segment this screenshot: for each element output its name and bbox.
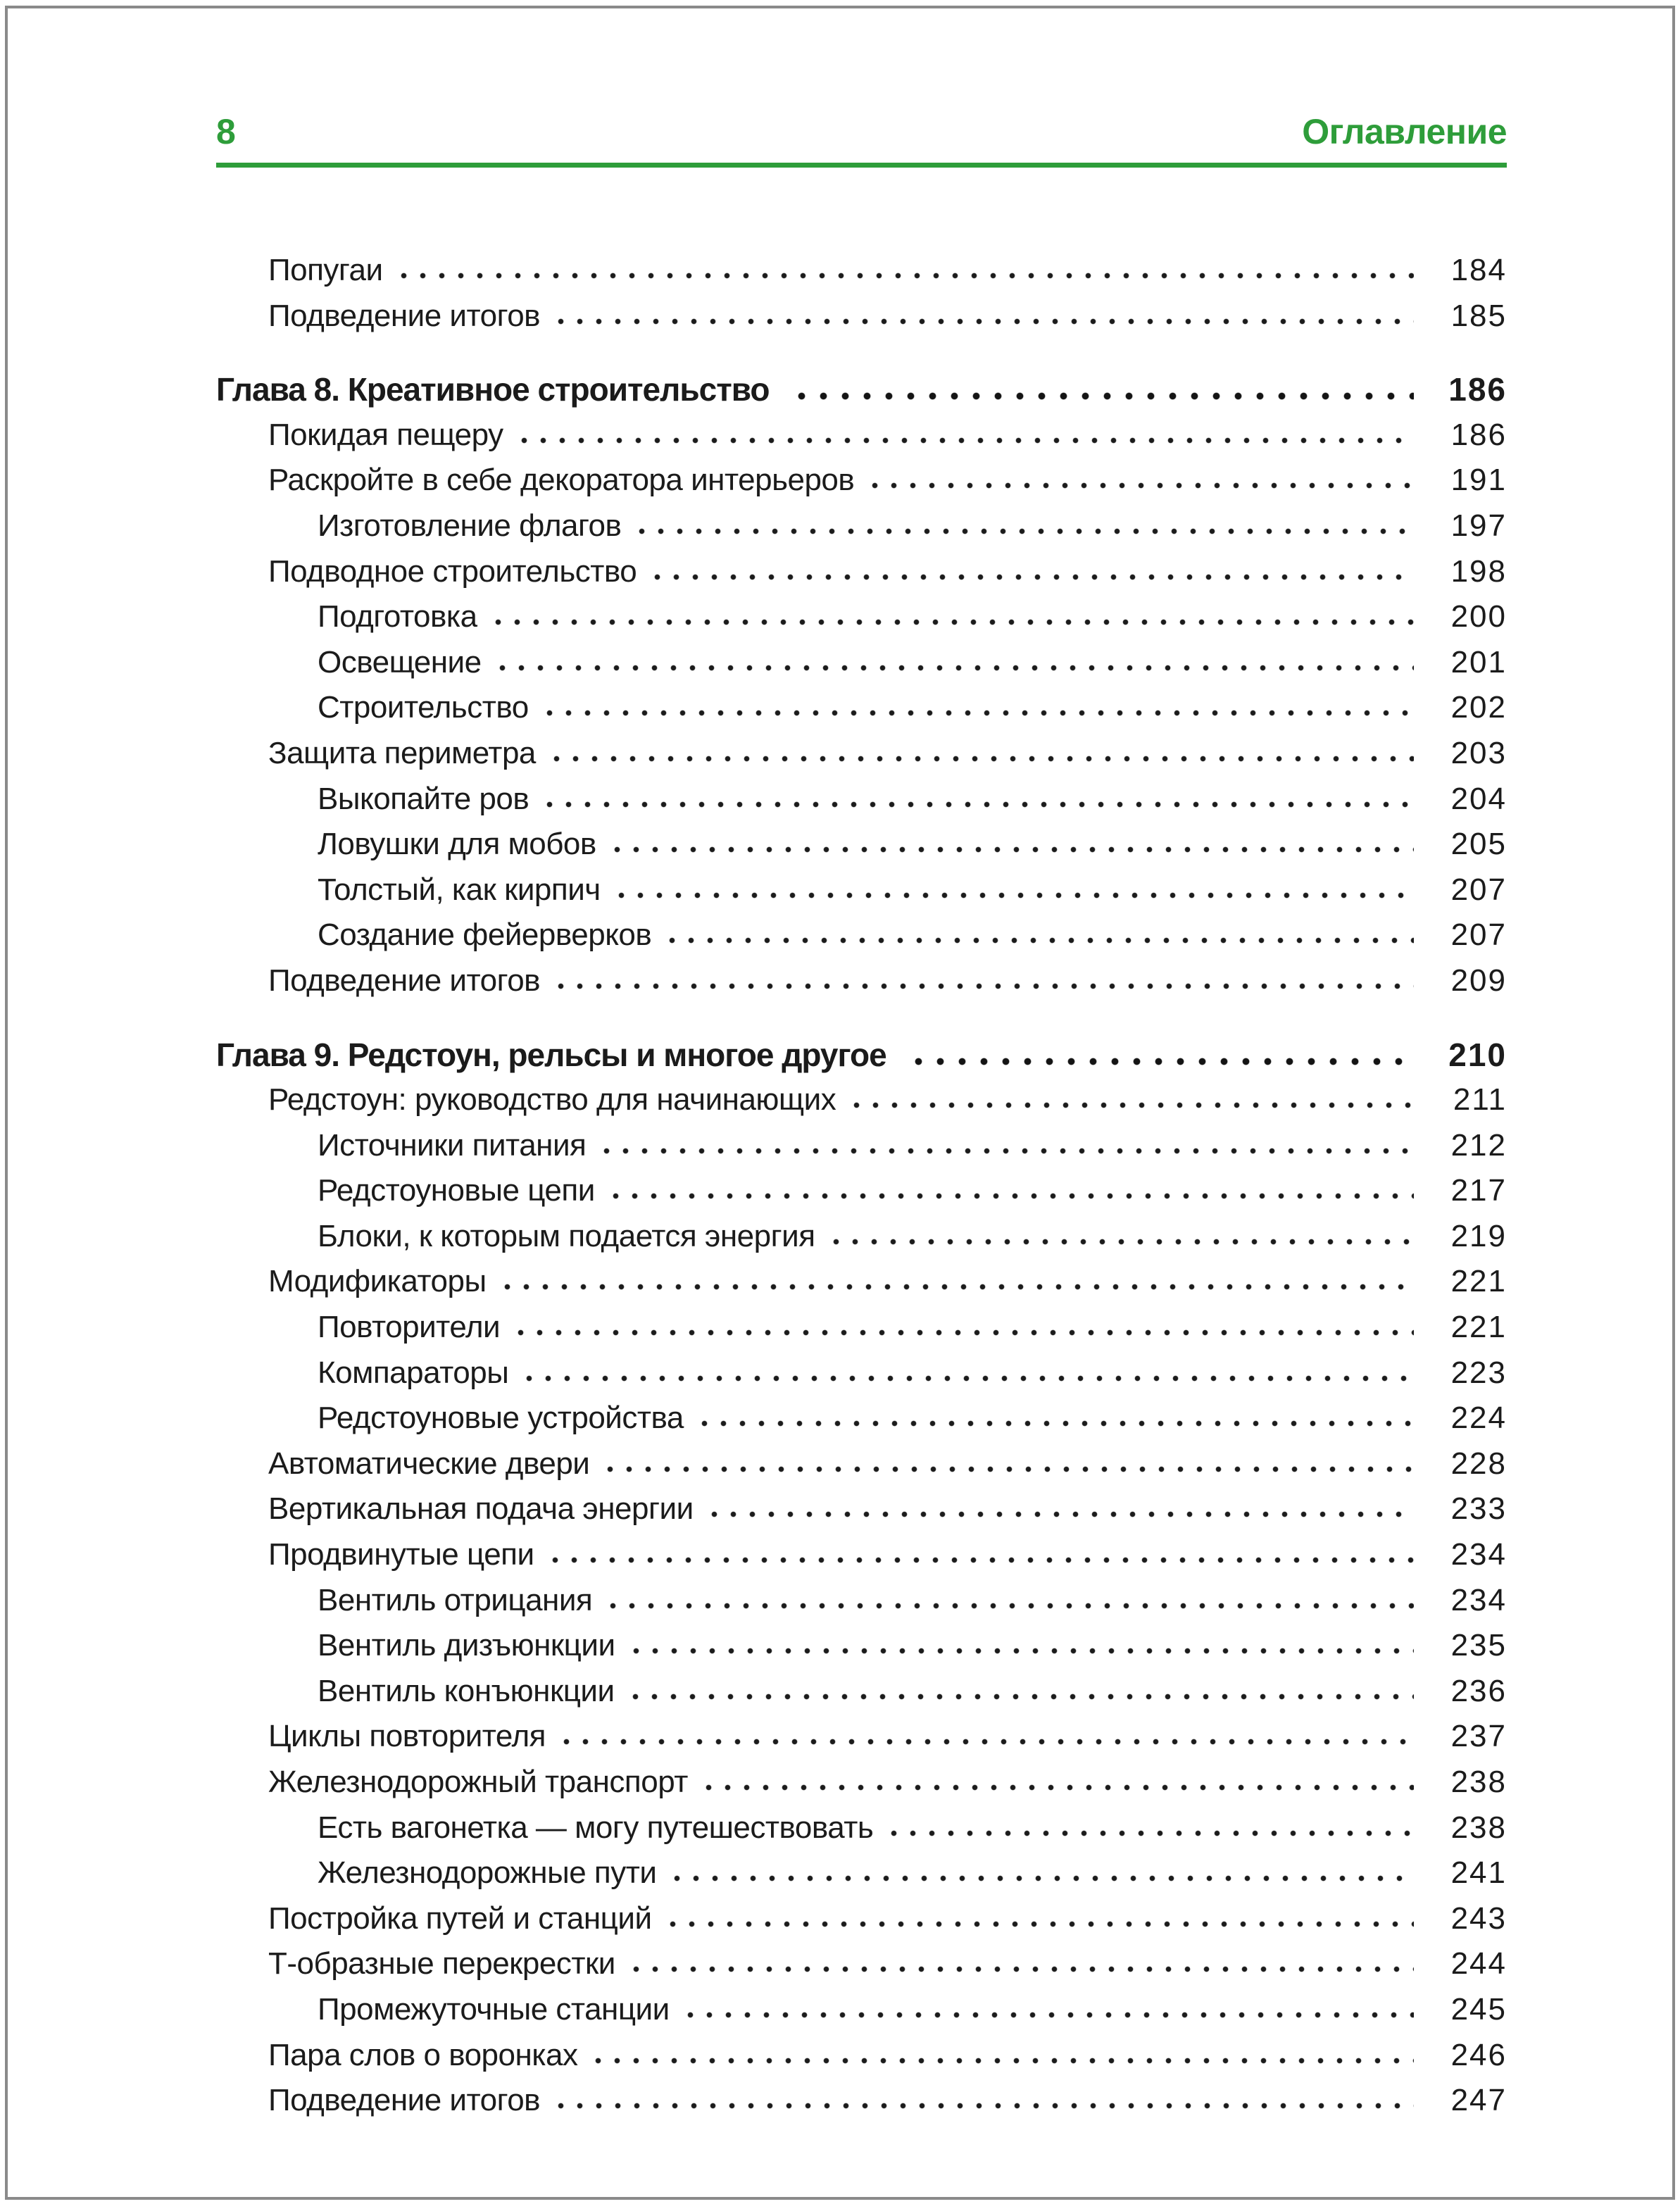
dot-leader — [557, 1737, 1414, 1746]
toc-entry-page-number: 238 — [1450, 1765, 1507, 1799]
toc-entry[interactable] — [216, 868, 1507, 913]
toc-entry[interactable] — [216, 822, 1507, 868]
header-rule — [216, 163, 1507, 168]
toc-entry-label: Блоки, к которым подается энергия — [318, 1218, 815, 1253]
toc-entry-label: Изготовление флагов — [318, 508, 622, 543]
toc-entry[interactable] — [216, 2033, 1507, 2079]
toc-entry[interactable] — [216, 503, 1507, 549]
dot-leader — [827, 1237, 1414, 1246]
dot-leader — [908, 1057, 1414, 1066]
toc-entry-label: Выкопайте ров — [318, 781, 529, 816]
toc-entry-label: Источники питания — [318, 1127, 587, 1163]
toc-entry-page-number: 185 — [1450, 298, 1507, 333]
toc-entry-page-number: 233 — [1450, 1491, 1507, 1527]
toc-entry-page-number: 219 — [1450, 1218, 1507, 1253]
toc-entry[interactable] — [216, 1532, 1507, 1578]
toc-entry-label: Строительство — [318, 690, 529, 725]
toc-entry-label: Постройка путей и станций — [268, 1901, 652, 1936]
dot-leader — [601, 1465, 1414, 1474]
dot-leader — [627, 1965, 1414, 1974]
toc-entry-page-number: 238 — [1450, 1810, 1507, 1845]
dot-leader — [547, 754, 1414, 763]
toc-entry-label: Железнодорожные пути — [318, 1855, 657, 1891]
toc-entry-label: Подводное строительство — [268, 553, 637, 589]
toc-entry[interactable] — [216, 1578, 1507, 1624]
dot-leader — [699, 1783, 1414, 1792]
toc-entry-label: Есть вагонетка — могу путешествовать — [318, 1810, 874, 1845]
toc-entry-label: Пара слов о воронках — [268, 2037, 578, 2072]
toc-entry-page-number: 244 — [1450, 1946, 1507, 1981]
toc-entry-label: Глава 9. Редстоун, рельсы и многое другое — [216, 1036, 886, 1073]
dot-leader — [667, 1874, 1414, 1883]
toc-entry-page-number: 212 — [1450, 1127, 1507, 1163]
toc-entry-label: Продвинутые цепи — [268, 1537, 534, 1572]
toc-entry-page-number: 201 — [1450, 644, 1507, 680]
toc-entry-label: Толстый, как кирпич — [318, 872, 601, 907]
dot-leader — [632, 527, 1414, 536]
toc-entry-label: Вентиль дизъюнкции — [318, 1628, 615, 1663]
toc-entry-label: Подведение итогов — [268, 2083, 541, 2118]
toc-entry[interactable] — [216, 1941, 1507, 1987]
toc-entry-label: Модификаторы — [268, 1264, 487, 1299]
toc-entry-page-number: 207 — [1450, 872, 1507, 907]
dot-leader — [520, 1374, 1414, 1383]
toc-entry[interactable] — [216, 1896, 1507, 1942]
toc-entry[interactable] — [216, 1851, 1507, 1896]
dot-leader — [884, 1829, 1414, 1838]
toc-entry-label: Железнодорожный транспорт — [268, 1765, 688, 1799]
toc-entry-page-number: 211 — [1453, 1082, 1507, 1117]
toc-entry[interactable] — [216, 1805, 1507, 1851]
toc-entry-page-number: 202 — [1450, 690, 1507, 725]
toc-entry-page-number: 247 — [1450, 2083, 1507, 2118]
dot-leader — [626, 1692, 1414, 1701]
toc-entry[interactable] — [216, 1486, 1507, 1532]
dot-leader — [551, 2101, 1414, 2110]
toc-entry[interactable] — [216, 1714, 1507, 1760]
toc-entry[interactable] — [216, 2078, 1507, 2124]
toc-entry-page-number: 186 — [1448, 371, 1507, 408]
table-of-contents — [216, 248, 1507, 2124]
toc-entry-label: Защита периметра — [268, 735, 536, 770]
dot-leader — [791, 392, 1414, 401]
toc-entry-page-number: 221 — [1450, 1264, 1507, 1299]
toc-entry[interactable] — [216, 294, 1507, 339]
toc-entry[interactable] — [216, 1123, 1507, 1169]
toc-entry-label: Редстоун: руководство для начинающих — [268, 1082, 836, 1117]
toc-entry-page-number: 203 — [1450, 735, 1507, 770]
toc-entry-label: Подведение итогов — [268, 963, 541, 998]
toc-entry-label: Компараторы — [318, 1355, 509, 1390]
toc-entry-page-number: 246 — [1450, 2037, 1507, 2072]
toc-entry[interactable] — [216, 958, 1507, 1004]
toc-entry[interactable] — [216, 1032, 1507, 1078]
dot-leader — [603, 1601, 1414, 1610]
toc-entry-page-number: 236 — [1450, 1673, 1507, 1708]
dot-leader — [498, 1282, 1414, 1291]
toc-entry[interactable] — [216, 413, 1507, 458]
toc-entry-page-number: 221 — [1450, 1310, 1507, 1345]
toc-entry-page-number: 209 — [1450, 963, 1507, 998]
toc-entry-label: Создание фейерверков — [318, 918, 652, 953]
toc-entry-label: Редстоуновые устройства — [318, 1401, 684, 1436]
toc-entry[interactable] — [216, 913, 1507, 958]
toc-entry[interactable] — [216, 1168, 1507, 1214]
toc-entry-page-number: 184 — [1450, 253, 1507, 287]
toc-entry[interactable] — [216, 731, 1507, 777]
toc-entry-label: Подведение итогов — [268, 298, 541, 333]
toc-entry[interactable] — [216, 1396, 1507, 1441]
toc-entry-label: Подготовка — [318, 599, 477, 634]
dot-leader — [705, 1510, 1414, 1519]
toc-entry-page-number: 204 — [1450, 781, 1507, 816]
page-title: Оглавление — [1302, 112, 1507, 151]
toc-entry[interactable] — [216, 248, 1507, 294]
toc-entry-page-number: 235 — [1450, 1628, 1507, 1663]
toc-entry[interactable] — [216, 1987, 1507, 2033]
toc-entry-label: Покидая пещеру — [268, 417, 503, 452]
toc-entry[interactable] — [216, 1305, 1507, 1351]
dot-leader — [546, 1555, 1414, 1565]
toc-entry-label: Попугаи — [268, 253, 383, 287]
toc-entry-page-number: 234 — [1450, 1582, 1507, 1617]
toc-entry[interactable] — [216, 1441, 1507, 1487]
toc-entry[interactable] — [216, 640, 1507, 686]
toc-entry-page-number: 237 — [1450, 1719, 1507, 1754]
dot-leader — [511, 1328, 1414, 1337]
toc-entry[interactable] — [216, 458, 1507, 503]
toc-entry[interactable] — [216, 777, 1507, 822]
dot-leader — [608, 845, 1414, 854]
dot-leader — [847, 1101, 1414, 1110]
dot-leader — [551, 982, 1414, 991]
toc-entry-page-number: 223 — [1450, 1355, 1507, 1390]
dot-leader — [612, 891, 1414, 900]
dot-leader — [589, 2056, 1414, 2065]
toc-entry-page-number: 234 — [1450, 1537, 1507, 1572]
toc-entry[interactable] — [216, 1077, 1507, 1123]
dot-leader — [663, 1920, 1414, 1929]
dot-leader — [648, 572, 1414, 582]
toc-entry[interactable] — [216, 1669, 1507, 1715]
toc-entry-page-number: 210 — [1448, 1036, 1507, 1073]
toc-entry-label: Повторители — [318, 1310, 501, 1345]
running-head — [216, 113, 1507, 151]
toc-entry-label: Вентиль конъюнкции — [318, 1673, 615, 1708]
toc-entry-label: Ловушки для мобов — [318, 827, 596, 862]
dot-leader — [681, 2010, 1414, 2020]
dot-leader — [627, 1646, 1414, 1655]
dot-leader — [695, 1419, 1414, 1428]
dot-leader — [394, 271, 1414, 280]
toc-entry-page-number: 243 — [1450, 1901, 1507, 1936]
toc-entry-label: Вертикальная подача энергии — [268, 1491, 694, 1527]
dot-leader — [515, 436, 1414, 445]
toc-entry[interactable] — [216, 367, 1507, 413]
toc-entry-label: Раскройте в себе декоратора интерьеров — [268, 463, 855, 498]
toc-entry[interactable] — [216, 594, 1507, 640]
toc-entry-label: Т-образные перекрестки — [268, 1946, 615, 1981]
toc-entry[interactable] — [216, 549, 1507, 595]
toc-entry-label: Редстоуновые цепи — [318, 1173, 595, 1208]
toc-entry-page-number: 197 — [1450, 508, 1507, 543]
toc-entry[interactable] — [216, 1351, 1507, 1396]
toc-entry-label: Глава 8. Креативное строительство — [216, 371, 770, 408]
dot-leader — [493, 663, 1414, 672]
toc-entry-page-number: 186 — [1450, 417, 1507, 452]
dot-leader — [540, 708, 1414, 718]
toc-entry[interactable] — [216, 1214, 1507, 1260]
toc-entry-page-number: 198 — [1450, 553, 1507, 589]
dot-leader — [551, 317, 1414, 326]
toc-entry-label: Промежуточные станции — [318, 1991, 670, 2027]
dot-leader — [606, 1191, 1414, 1201]
toc-entry-page-number: 224 — [1450, 1401, 1507, 1436]
dot-leader — [540, 800, 1414, 809]
toc-entry-page-number: 191 — [1450, 463, 1507, 498]
toc-entry-label: Вентиль отрицания — [318, 1582, 593, 1617]
toc-entry-label: Циклы повторителя — [268, 1719, 546, 1754]
toc-entry-page-number: 217 — [1450, 1173, 1507, 1208]
toc-entry[interactable] — [216, 1623, 1507, 1669]
toc-entry-page-number: 245 — [1450, 1991, 1507, 2027]
dot-leader — [663, 936, 1414, 945]
toc-entry[interactable] — [216, 685, 1507, 731]
toc-entry[interactable] — [216, 1760, 1507, 1805]
toc-entry-page-number: 205 — [1450, 827, 1507, 862]
toc-entry-page-number: 200 — [1450, 599, 1507, 634]
toc-entry-label: Освещение — [318, 644, 482, 680]
page-folio: 8 — [216, 112, 236, 151]
toc-entry[interactable] — [216, 1259, 1507, 1305]
toc-entry-page-number: 228 — [1450, 1446, 1507, 1481]
dot-leader — [489, 618, 1414, 627]
toc-entry-label: Автоматические двери — [268, 1446, 590, 1481]
toc-entry-page-number: 207 — [1450, 918, 1507, 953]
dot-leader — [865, 481, 1414, 490]
dot-leader — [597, 1146, 1414, 1156]
toc-entry-page-number: 241 — [1450, 1855, 1507, 1891]
